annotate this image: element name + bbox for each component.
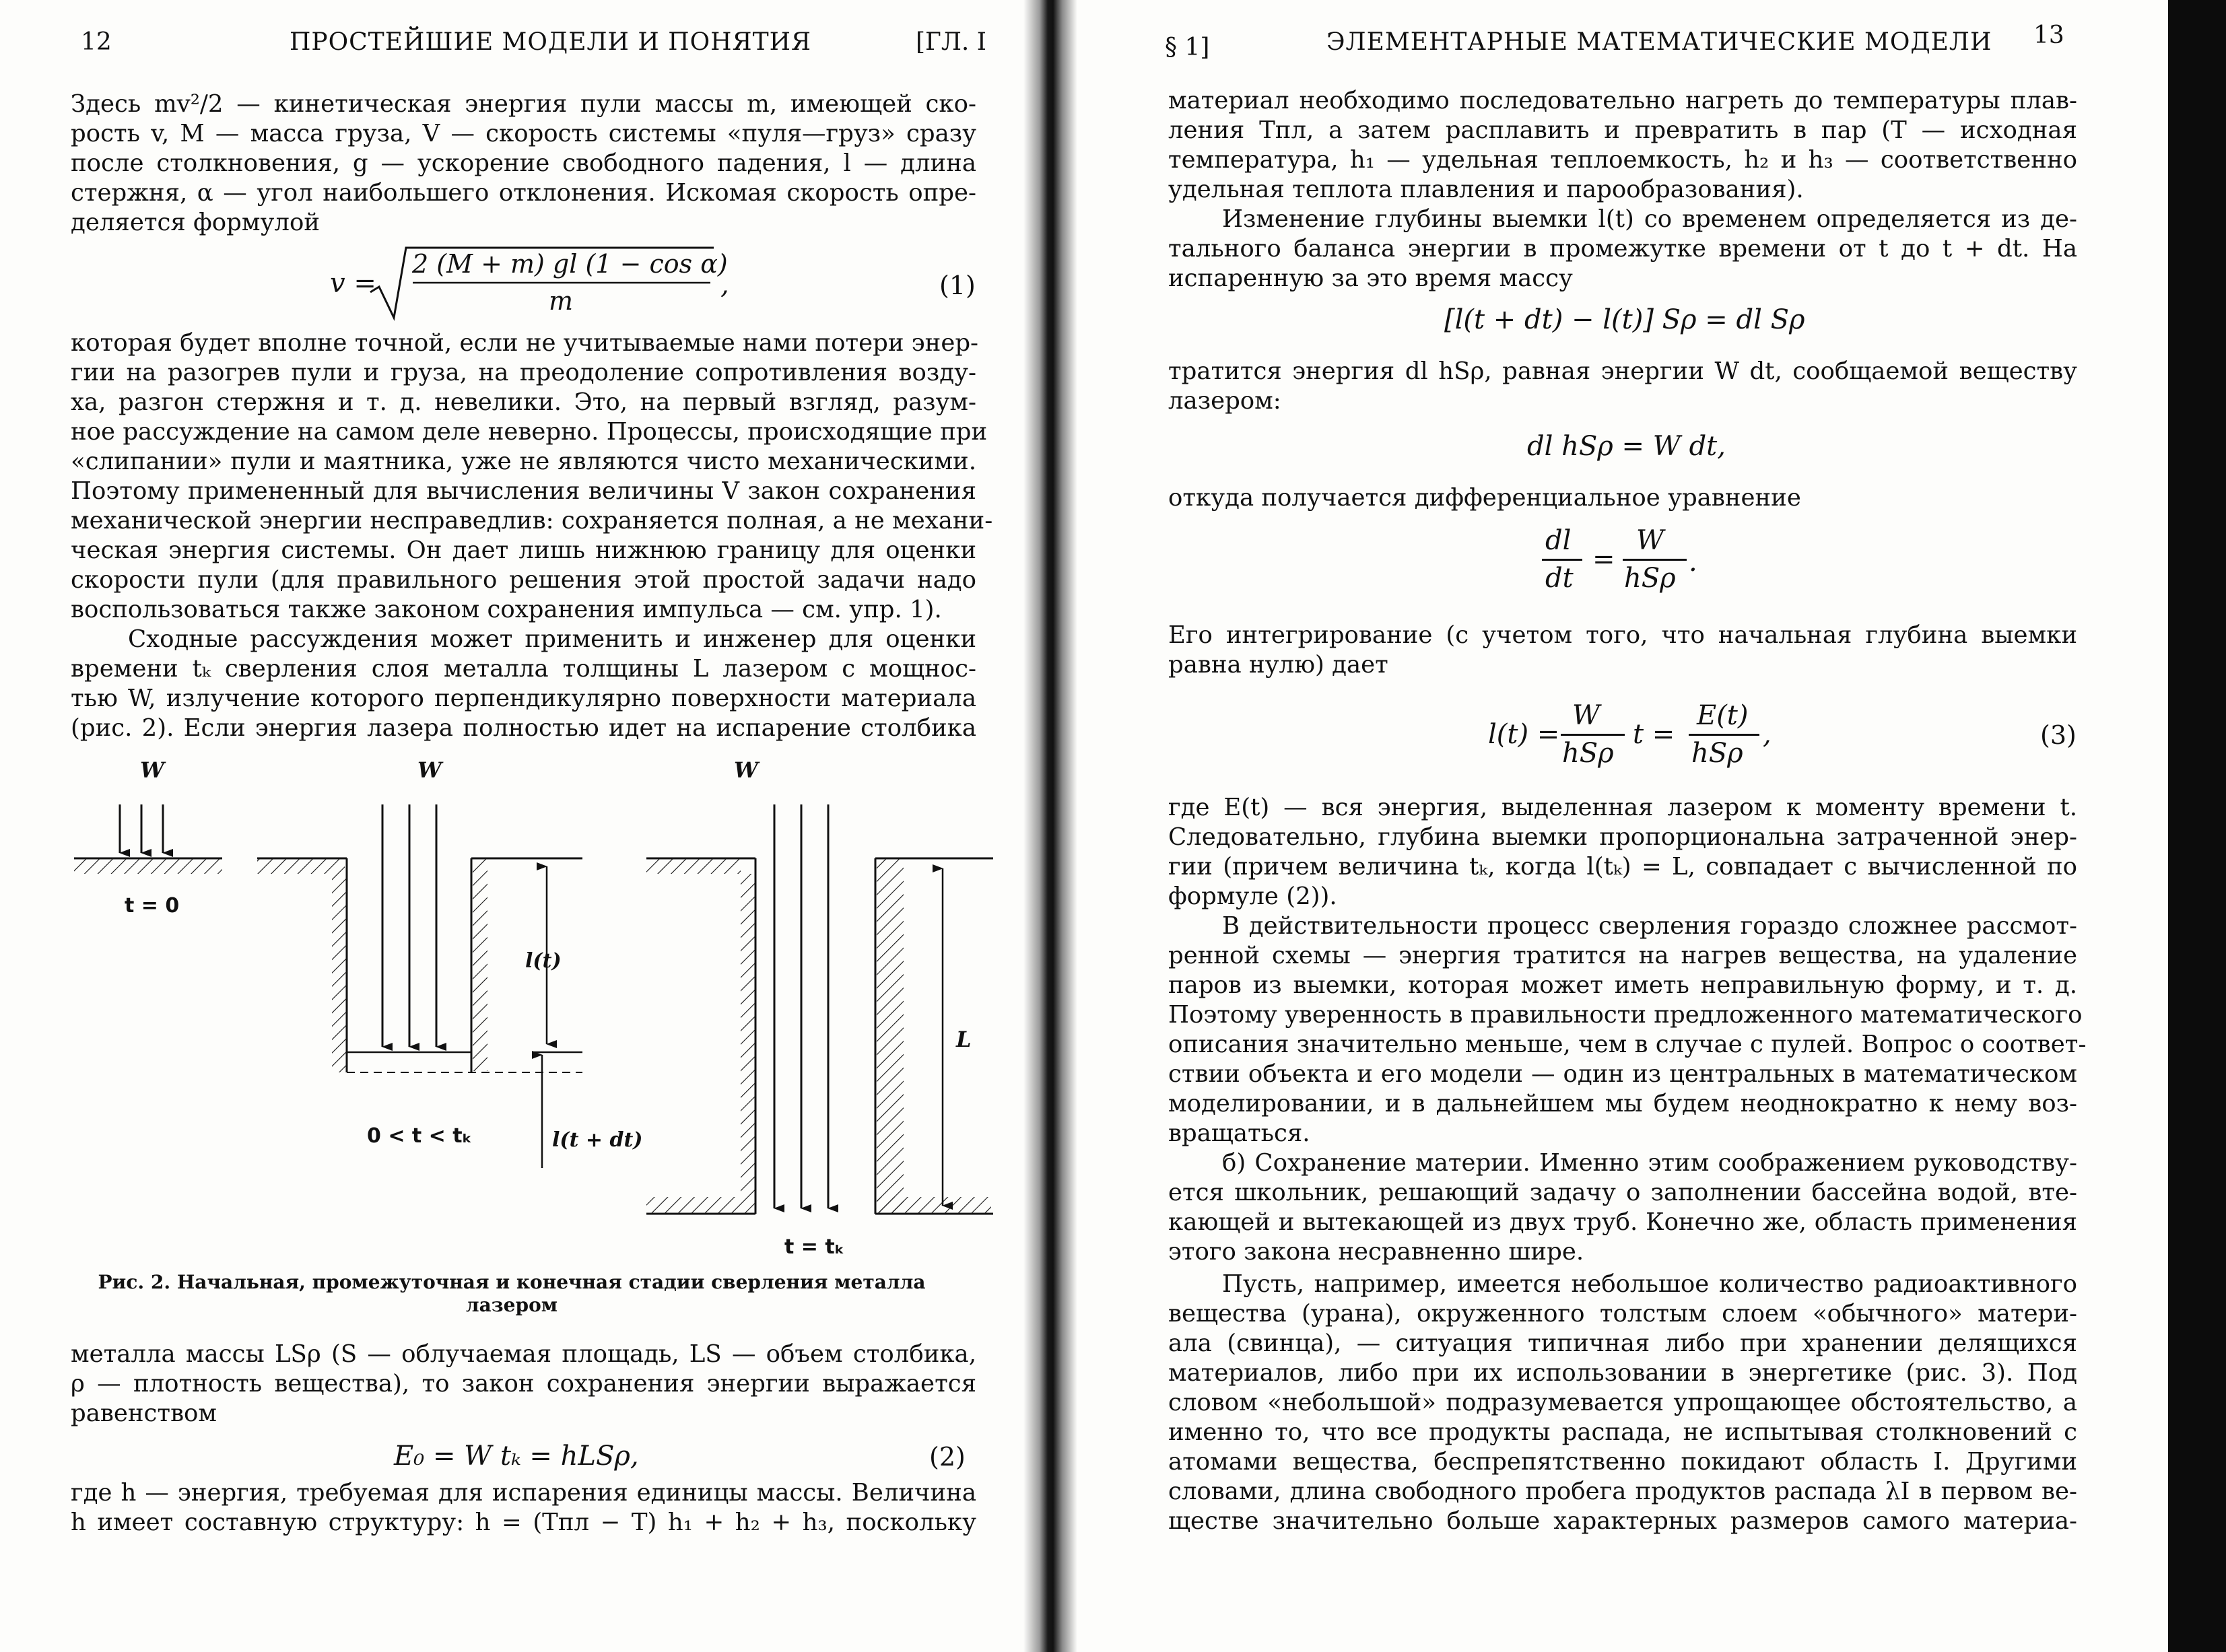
text-line: удельная теплота плавления и парообразования). [1168, 176, 1804, 203]
text-line: Поэтому примененный для вычисления величины V закон сохранения [71, 477, 976, 505]
text-line: В действительности процесс сверления гораздо сложнее рассмот- [1222, 912, 2077, 940]
thickness-label: L [956, 1027, 972, 1052]
text-line: где E(t) — вся энергия, выделенная лазером к моменту времени t. [1168, 794, 2077, 821]
stage-final [646, 757, 993, 1259]
deq-den-left: dt [1545, 563, 1574, 594]
right-page: § 1] ЭЛЕМЕНТАРНЫЕ МАТЕМАТИЧЕСКИЕ МОДЕЛИ 13 материал необходимо последовательно нагреть до температуры плав- ления Tпл, а затем расплавить и превратить в пар (T — исходная температура, h₁ — удельная теплоемкость, h₂ и h₃ — соответственно удельная теплота плавления и парообразования). Изменение глубины выемки l(t) со временем определяется из де- тального баланса энергии в промежутке времени от t до t + dt. На испаренную за это время массу [l(t + dt) − l(t)] Sρ = dl Sρ тратится энергия dl hSρ, равная энергии W dt, сообщаемой веществу лазером: dl hSρ = W dt, откуда получается дифференциальное уравнение dl dt = W hSρ . Его интегрирование (с учетом того, что начальная глубина выемки равна нулю) дает l(t) = W hSρ t = E(t) hSρ , (3) где E(t) — вся энергия, выделенная лазером к моменту времени t. Следовательно, глубина выемки пропорциональна затраченной энер- гии (причем величина tₖ, когда l(tₖ) = L, совпадает с вычисленной по формуле (2)). В действительности процесс сверления гораздо сложнее рассмот- ренной схемы — энергия тратится на нагрев вещества, на удаление паров из выемки, которая может иметь неправильную форму, и т. д. Поэтому уверенность в правильности предложенного математического описания значительно меньше, чем в случае с пулей. Вопрос о соответ- ствии объекта и его модели — один из центральных в математическом моделировании, и в дальнейшем мы будем неоднократно к нему воз- вращаться. б) Сохранение материи. Именно этим соображением руководству- ется школьник, решающий задачу о заполнении бассейна водой, вте- кающей и вытекающей из двух труб. Конечно же, область применения этого закона несравненно шире. Пусть, например, имеется небольшое количество радиоактивного вещества (урана), окруженного толстым слоем «обычного» матери- ала (свинца), — ситуация типичная либо при хранении делящихся материалов, либо при их использовании в энергетике (рис. 3). Под словом «небольшой» подразумевается упрощающее обстоятельство, а именно то, что все продукты распада, не испытывая столкновений с атомами вещества, беспрепятственно покидают область I. Другими словами, длина свободного пробега продуктов распада λI в первом ве- ществе значительно больше характерных размеров самого материа- [1077, 0, 2168, 1652]
text-line: равна нулю) дает [1168, 651, 1388, 679]
book-gutter [1023, 0, 1077, 1652]
figure-caption-line2: лазером [465, 1294, 558, 1316]
eq3-frac2-num: E(t) [1697, 700, 1749, 731]
text-line: скорости пули (для правильного решения этой простой задачи надо [71, 566, 976, 594]
text-line: гии на разогрев пули и груза, на преодоление сопротивления возду- [71, 359, 976, 386]
text-line: словами, длина свободного пробега продуктов распада λI в первом ве- [1168, 1478, 2077, 1505]
text-line: атомами вещества, беспрепятственно покидают область I. Другими [1168, 1448, 2077, 1476]
depth-label: l(t) [525, 949, 562, 973]
text-line: которая будет вполне точной, если не учитываемые нами потери энер- [71, 329, 979, 357]
eq3-frac1-den: hSρ [1562, 738, 1614, 769]
text-line: Здесь mv²/2 — кинетическая энергия пули массы m, имеющей ско- [71, 90, 976, 118]
text-line: ха, разгон стержня и т. д. невелики. Это, на первый взгляд, разум- [71, 388, 976, 416]
text-line: описания значительно меньше, чем в случае с пулей. Вопрос о соответ- [1168, 1031, 2087, 1058]
chapter-mark: [ГЛ. I [916, 28, 987, 56]
text-line: именно то, что все продукты распада, не испытывая столкновений с [1168, 1418, 2077, 1446]
text-line: Сходные рассуждения может применить и инженер для оценки [128, 625, 976, 653]
eq3-frac1-num: W [1572, 700, 1600, 731]
text-line: ствии объекта и его модели — один из центральных в математическом [1168, 1060, 2077, 1088]
text-line: воспользоваться также законом сохранения импульса — см. упр. 1). [71, 596, 942, 623]
figure-caption-line1: Рис. 2. Начальная, промежуточная и конечная стадии сверления металла [98, 1271, 926, 1293]
text-line: гии (причем величина tₖ, когда l(tₖ) = L, совпадает с вычисленной по [1168, 853, 2077, 881]
text-line: ческая энергия системы. Он дает лишь нижнюю границу для оценки [71, 537, 976, 564]
text-line: металла массы LSρ (S — облучаемая площадь, LS — объем столбика, [71, 1340, 976, 1368]
text-line: температура, h₁ — удельная теплоемкость, h₂ и h₃ — соответственно [1168, 146, 2077, 174]
eq2-number: (2) [929, 1442, 966, 1472]
right-running-title: ЭЛЕМЕНТАРНЫЕ МАТЕМАТИЧЕСКИЕ МОДЕЛИ [1326, 28, 1992, 56]
text-line: (рис. 2). Если энергия лазера полностью идет на испарение столбика [71, 714, 976, 742]
text-line: стержня, α — угол наибольшего отклонения. Искомая скорость опре- [71, 179, 976, 207]
text-line: этого закона несравненно шире. [1168, 1238, 1584, 1266]
text-line: материал необходимо последовательно нагреть до температуры плав- [1168, 87, 2077, 114]
stage-initial-label: t = 0 [125, 894, 180, 918]
left-page-number: 12 [81, 28, 112, 56]
depth-next-label: l(t + dt) [552, 1128, 643, 1152]
laser-label-2: W [417, 757, 442, 783]
right-page-number: 13 [2033, 22, 2064, 49]
eq1-numerator: 2 (M + m) gl (1 − cos α) [412, 249, 728, 279]
stage-final-label: t = tₖ [784, 1235, 845, 1259]
text-line: Следовательно, глубина выемки пропорциональна затраченной энер- [1168, 823, 2077, 851]
scan-edge [2168, 0, 2226, 1652]
stage-intermediate [257, 757, 643, 1168]
section-mark: § 1] [1165, 34, 1210, 61]
text-line: рость v, M — масса груза, V — скорость системы «пуля—груз» сразу [71, 120, 976, 147]
text-line: Поэтому уверенность в правильности предложенного математического [1168, 1001, 2083, 1029]
eq3-frac2-den: hSρ [1691, 738, 1743, 769]
text-line: откуда получается дифференциальное уравнение [1168, 484, 1801, 512]
text-line: кающей и вытекающей из двух труб. Конечно же, область применения [1168, 1208, 2077, 1236]
deq-num-right: W [1636, 525, 1664, 556]
laser-label-3: W [734, 757, 758, 783]
text-line: Его интегрирование (с учетом того, что начальная глубина выемки [1168, 621, 2077, 649]
text-line: вращаться. [1168, 1120, 1310, 1147]
deq-den-right: hSρ [1624, 563, 1676, 594]
eq1-denominator: m [549, 286, 574, 316]
text-line: б) Сохранение материи. Именно этим соображением руководству- [1222, 1149, 2077, 1177]
text-line: ется школьник, решающий задачу о заполнении бассейна водой, вте- [1168, 1179, 2077, 1206]
text-line: ществе значительно больше характерных размеров самого материа- [1168, 1507, 2077, 1535]
eq3-number: (3) [2040, 720, 2077, 750]
text-line: паров из выемки, которая может иметь неправильную форму, и т. д. [1168, 971, 2077, 999]
left-page: 12 ПРОСТЕЙШИЕ МОДЕЛИ И ПОНЯТИЯ [ГЛ. I Здесь mv²/2 — кинетическая энергия пули массы m, имеющей ско- рость v, M — масса груза, V — скорость системы «пуля—груз» сразу после столкновения, g — ускорение свободного падения, l — длина стержня, α — угол наибольшего отклонения. Искомая скорость опре- деляется формулой v = 2 (M + m) gl (1 − cos α) m , (1) которая будет вполне точной, если не учитываемые нами потери энер- гии на разогрев пули и груза, на преодоление сопротивления возду- ха, разгон стержня и т. д. невелики. Это, на первый взгляд, разум- ное рассуждение на самом деле неверно. Процессы, происходящие при «слипании» пули и маятника, уже не являются чисто механическими. Поэтому примененный для вычисления величины V закон сохранения механической энергии несправедлив: сохраняется полная, а не механи- ческая энергия системы. Он дает лишь нижнюю границу для оценки скорости пули (для правильного решения этой простой задачи надо воспользоваться также законом сохранения импульса — см. упр. 1). Сходные рассуждения может применить и инженер для оценки времени tₖ сверления слоя металла толщины L лазером с мощнос- тью W, излучение которого перпендикулярно поверхности материала (рис. 2). Если энергия лазера полностью идет на испарение столбика W t = 0 W l(t) l(t + dt) 0 < t < tₖ W L t = tₖ Рис. 2. Начальная, промежуточная и конечная стадии сверления металла лазером металла массы LSρ (S — облучаемая площадь, LS — объем столбика, ρ — плотность вещества), то закон сохранения энергии выражается равенством E₀ = W tₖ = hLSρ, (2) где h — энергия, требуемая для испарения единицы массы. Величина h имеет составную структуру: h = (Tпл − T) h₁ + h₂ + h₃, поскольку [0, 0, 1023, 1652]
text-line: ρ — плотность вещества), то закон сохранения энергии выражается [71, 1370, 976, 1398]
equation-2: E₀ = W tₖ = hLSρ, [394, 1441, 639, 1472]
text-line: моделировании, и в дальнейшем мы будем неоднократно к нему воз- [1168, 1090, 2077, 1117]
text-line: вещества (урана), окруженного толстым слоем «обычного» матери- [1168, 1300, 2077, 1328]
text-line: ления Tпл, а затем расплавить и превратить в пар (T — исходная [1168, 116, 2077, 144]
left-running-title: ПРОСТЕЙШИЕ МОДЕЛИ И ПОНЯТИЯ [290, 28, 812, 56]
equation-energy: dl hSρ = W dt, [1527, 431, 1726, 462]
text-line: механической энергии несправедлив: сохраняется полная, а не механи- [71, 507, 993, 535]
text-line: материалов, либо при их использовании в энергетике (рис. 3). Под [1168, 1359, 2077, 1387]
text-line: ное рассуждение на самом деле неверно. Процессы, происходящие при [71, 418, 988, 446]
laser-label-1: W [140, 757, 164, 783]
text-line: лазером: [1168, 387, 1281, 415]
text-line: словом «небольшой» подразумевается упрощающее обстоятельство, а [1168, 1389, 2077, 1416]
text-line: равенством [71, 1400, 217, 1427]
text-line: ала (свинца), — ситуация типичная либо при хранении делящихся [1168, 1330, 2077, 1357]
text-line: формуле (2)). [1168, 883, 1337, 910]
eq1-number: (1) [939, 271, 976, 300]
text-line: тью W, излучение которого перпендикулярно поверхности материала [71, 685, 976, 712]
text-line: Пусть, например, имеется небольшое количество радиоактивного [1222, 1270, 2077, 1298]
text-line: где h — энергия, требуемая для испарения единицы массы. Величина [71, 1479, 976, 1507]
text-line: тратится энергия dl hSρ, равная энергии W dt, сообщаемой веществу [1168, 357, 2077, 385]
text-line: деляется формулой [71, 209, 320, 236]
figure-2-drilling-stages [61, 751, 1003, 1262]
text-line: Изменение глубины выемки l(t) со временем определяется из де- [1222, 205, 2077, 233]
text-line: времени tₖ сверления слоя металла толщины L лазером с мощнос- [71, 655, 976, 683]
text-line: испаренную за это время массу [1168, 265, 1573, 292]
text-line: «слипании» пули и маятника, уже не являются чисто механическими. [71, 448, 976, 475]
text-line: ренной схемы — энергия тратится на нагрев вещества, на удаление [1168, 942, 2077, 969]
stage-intermediate-label: 0 < t < tₖ [367, 1124, 473, 1148]
eq3-mid: t = [1633, 719, 1675, 750]
eq1-lhs: v = [330, 268, 376, 299]
text-line: h имеет составную структуру: h = (Tпл − T) h₁ + h₂ + h₃, поскольку [71, 1509, 976, 1536]
text-line: тального баланса энергии в промежутке времени от t до t + dt. На [1168, 235, 2077, 263]
stage-initial [74, 757, 222, 918]
deq-num-left: dl [1545, 525, 1572, 556]
text-line: после столкновения, g — ускорение свободного падения, l — длина [71, 149, 976, 177]
equation-mass: [l(t + dt) − l(t)] Sρ = dl Sρ [1444, 304, 1805, 335]
eq3-lhs: l(t) = [1488, 719, 1560, 750]
